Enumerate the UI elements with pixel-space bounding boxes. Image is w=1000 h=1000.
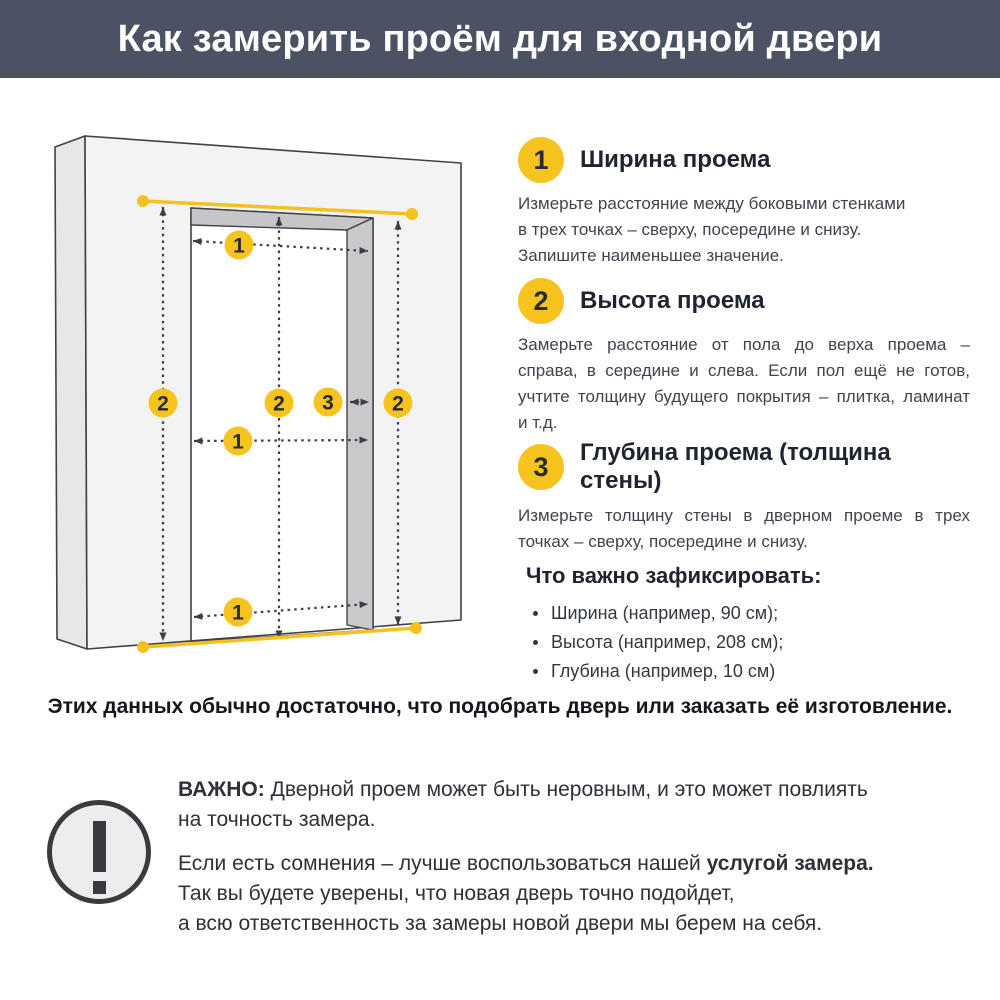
header-bar (0, 0, 1000, 78)
exclamation-icon (47, 800, 151, 904)
marker-height-right (384, 389, 413, 418)
svg-text:3: 3 (322, 391, 334, 415)
svg-text:1: 1 (232, 430, 244, 454)
page-title: Как замерить проём для входной двери (117, 17, 883, 60)
bullet-icon (533, 640, 538, 645)
list-item: Высота (например, 208 см); (526, 628, 970, 657)
bullet-icon (533, 669, 538, 674)
step-3-title: Глубина проема (толщина стены) (580, 439, 891, 494)
svg-text:2: 2 (392, 392, 404, 416)
step-2-text: Замерьте расстояние от пола до верха проема – справа, в середине и слева. Если пол ещё не готов, учтите толщину будущего покрытия – плитка, ламинат и т.д. (518, 335, 970, 432)
checklist-items (526, 599, 970, 686)
list-item: Глубина (например, 10 см) (526, 657, 970, 686)
svg-text:1: 1 (232, 601, 244, 625)
opening-right-reveal (347, 218, 373, 630)
summary-line: Этих данных обычно достаточно, что подобрать дверь или заказать её изготовление. (47, 695, 953, 718)
marker-depth (314, 388, 343, 417)
width-line-middle (194, 440, 368, 441)
step-2-title: Высота проема (580, 287, 765, 314)
step-depth (518, 439, 970, 555)
step-3-text: Измерьте толщину стены в дверном проеме в трех точках – сверху, посередине и снизу. (518, 506, 970, 551)
step-1-badge: 1 (518, 137, 564, 183)
marker-width-top (225, 231, 254, 260)
width-line-top (193, 241, 368, 251)
list-item: Ширина (например, 90 см); (526, 599, 970, 628)
marker-width-middle (224, 427, 253, 456)
measuring-service-note: Если есть сомнения – лучше воспользоваться нашей услугой замера. Так вы будете уверены, что новая дверь точно подойдет, а всю ответственность за замеры новой двери мы берем на себя. (178, 852, 874, 935)
checklist-title: Что важно зафиксировать: (526, 563, 822, 588)
step-1-title: Ширина проема (580, 146, 771, 173)
marker-width-bottom (224, 598, 253, 627)
marker-height-left (149, 389, 178, 418)
step-2-badge: 2 (518, 278, 564, 324)
important-note: ВАЖНО: Дверной проем может быть неровным, и это может повлиять на точность замера. Если есть сомнения – лучше воспользоваться нашей услугой замера. Так вы будете уверены, что новая дверь точно подойдет, а всю ответственность за замеры новой двери мы берем на себя. (178, 775, 978, 939)
svg-text:2: 2 (273, 392, 285, 416)
step-width (518, 137, 970, 269)
step-1-text: Измерьте расстояние между боковыми стенками в трех точках – сверху, посередине и снизу. Запишите наименьшее значение. (518, 194, 906, 265)
step-3-badge: 3 (518, 444, 564, 490)
important-label: ВАЖНО: (178, 778, 265, 801)
svg-text:1: 1 (233, 234, 245, 258)
wall-side-face (55, 136, 87, 649)
svg-text:2: 2 (157, 392, 169, 416)
checklist (526, 561, 970, 686)
step-height (518, 278, 970, 436)
bullet-icon (533, 611, 538, 616)
width-line-bottom (194, 604, 368, 617)
door-measurement-diagram (30, 120, 490, 680)
marker-height-center (265, 389, 294, 418)
